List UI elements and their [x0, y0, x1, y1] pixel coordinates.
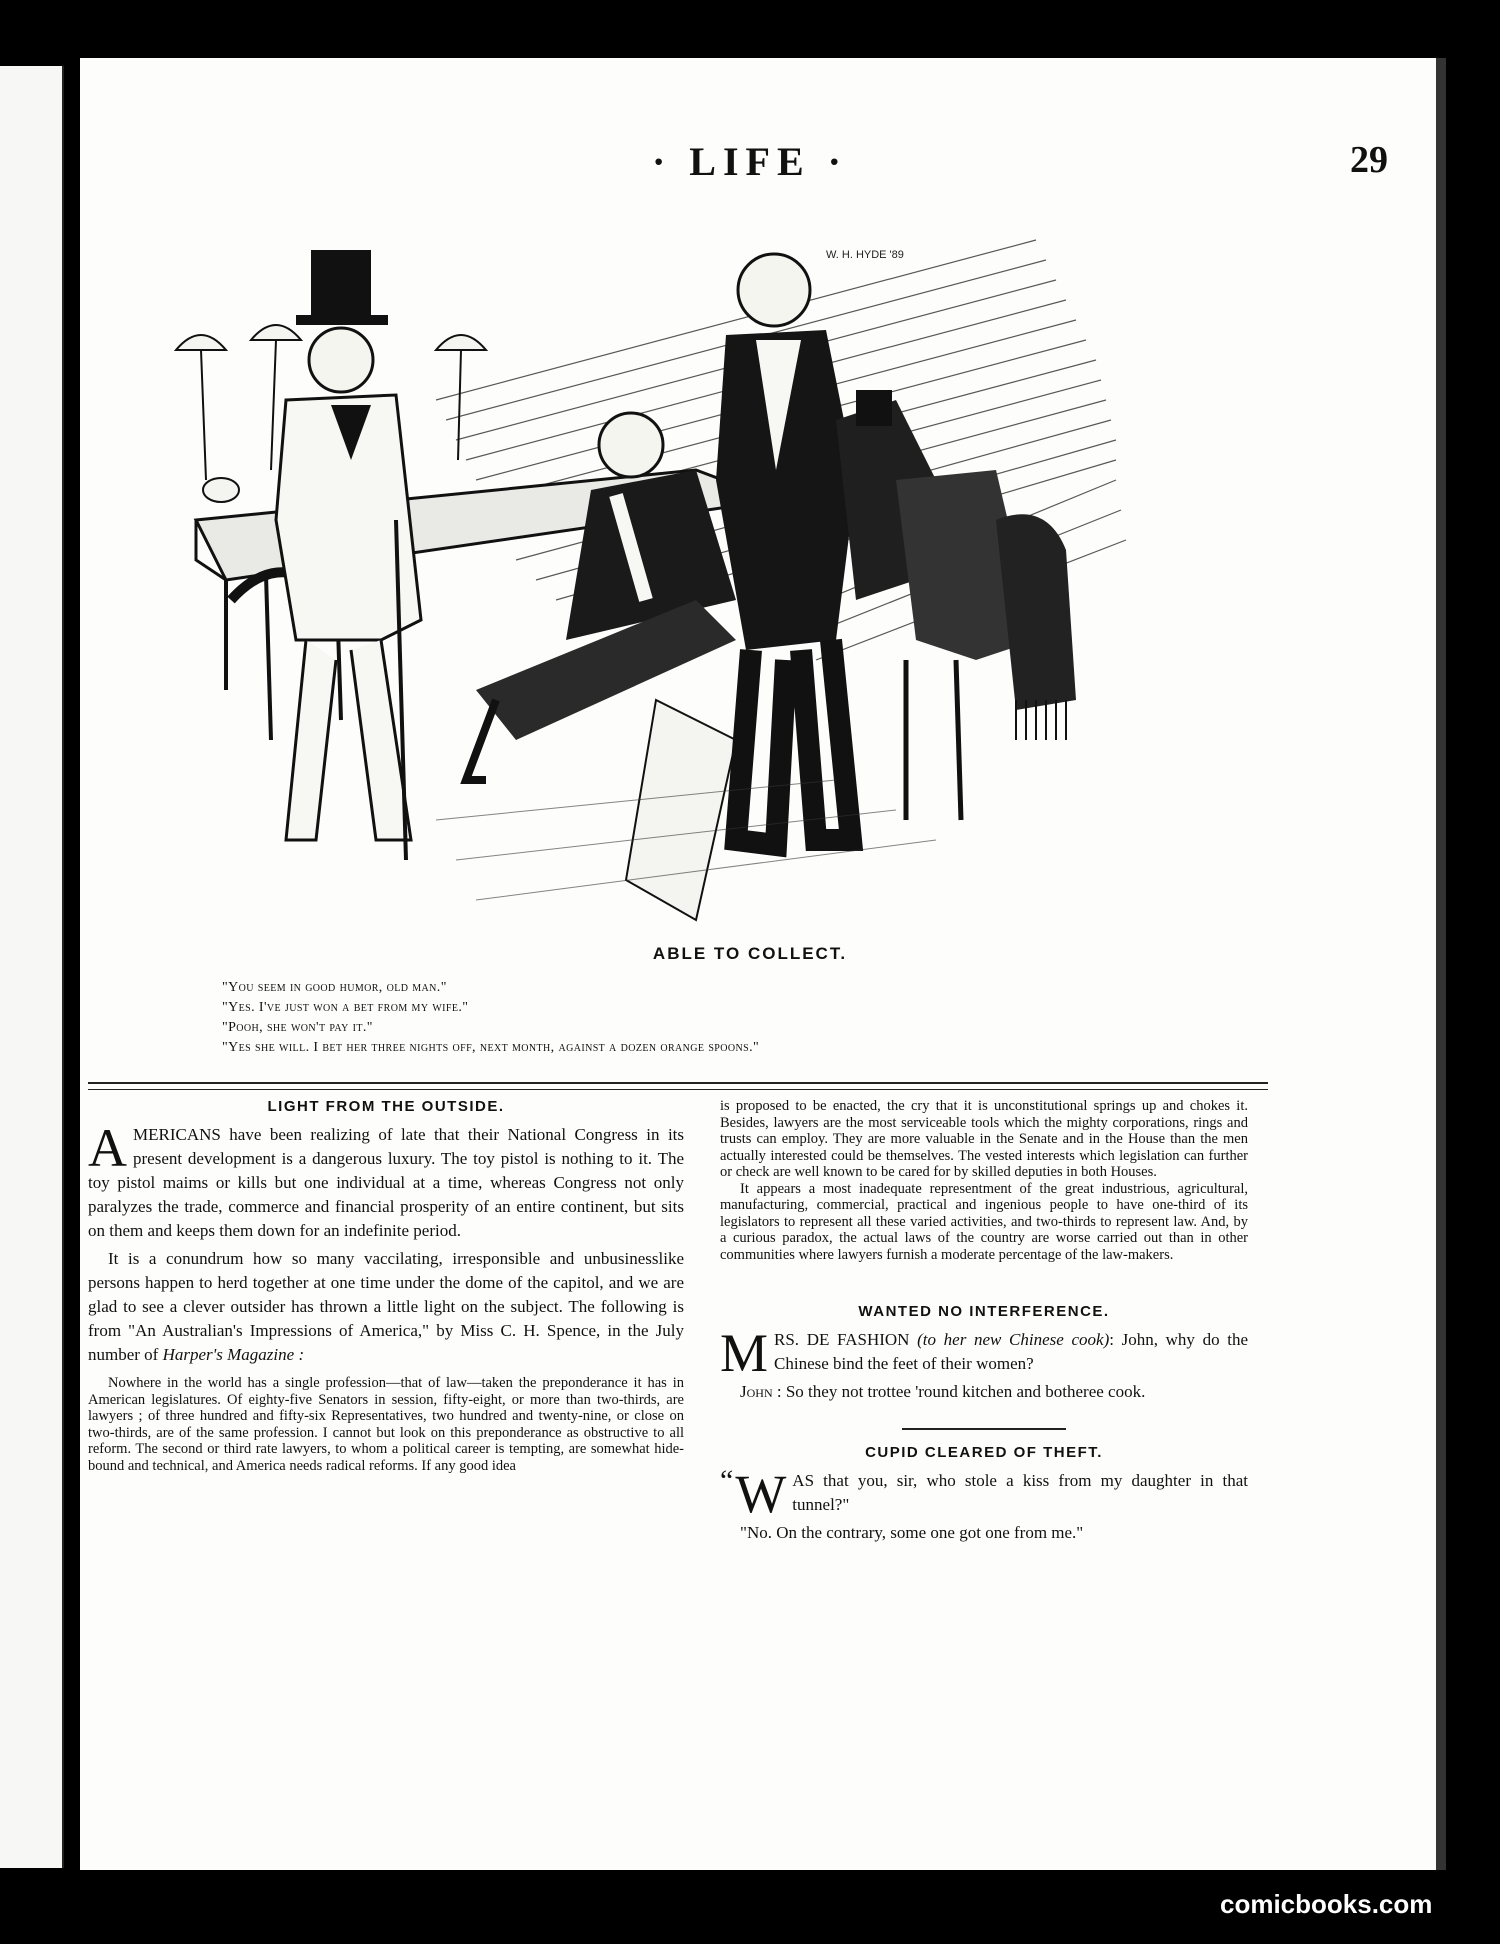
cartoon-caption: [222, 978, 759, 1058]
left-column: [88, 1098, 684, 1474]
magazine-name: Harper's Magazine :: [162, 1345, 305, 1364]
dialogue: MRS. DE FASHION (to her new Chinese cook): John, why do the Chinese bind the feet of their women?: [720, 1323, 1249, 1383]
page-number: 29: [1350, 139, 1388, 181]
dialogue: "No. On the contrary, some one got one from me.": [740, 1523, 1084, 1542]
drop-cap: W: [735, 1464, 787, 1524]
quoted-passage: is proposed to be enacted, the cry that it is unconstitutional springs up and chokes it. Besides, lawyers are the most serviceable tools which the mighty corporations, rings and trusts can employ. They are more valuable in the Senate and in the House than the men actually interested could be themselves. The vested interests which legislation can further or check are well known to be cared for by skilled deputies in both Houses.: [720, 1098, 1248, 1180]
caption-line: "Yes she will. I bet her three nights off, next month, against a dozen orange spoons.": [222, 1040, 760, 1055]
right-column: [720, 1098, 1248, 1545]
quoted-passage: It appears a most inadequate representment of the great industrious, agricultural, manufacturing, commercial, practical and ingenious people to have one-third of its legislators to represent all these varied activities, and two-thirds to represent law. And, by a curious paradox, the actual laws of the country are worse carried out than in other communities where lawyers furnish a moderate percentage of the law-makers.: [720, 1180, 1248, 1263]
drop-cap: M: [720, 1323, 769, 1383]
caption-line: "Pooh, she won't pay it.": [222, 1020, 373, 1035]
quoted-passage: Nowhere in the world has a single profession—that of law—taken the preponderance it has in American legislatures. Of eighty-five Senators in session, fifty-eight, or more than two-thirds, are lawyers ; of three hundred and fifty-six Representatives, two hundred and twenty-nine, or close on two-thirds, are of the same profession. I cannot but look on this preponderance as obstructive to all reform. The second or third rate lawyers, to whom a political career is tempting, are somewhat hide-bound and technical, and America needs radical reforms. If any good idea: [88, 1375, 684, 1474]
cartoon-drawing: [136, 220, 1182, 940]
article-paragraph: It is a conundrum how so many vaccilating, irresponsible and unbusinesslike persons happen to herd together at one time under the dome of the capitol, and we are glad to see a clever outsider has thrown a little light on the subject. The following is from "An Australian's Impressions of America," by Miss C. H. Spence, in the July number of Harper's Magazine :: [88, 1249, 684, 1364]
caption-line: "You seem in good humor, old man.": [222, 980, 447, 995]
open-quote-mark: “: [720, 1464, 734, 1497]
drop-cap: A: [88, 1118, 127, 1178]
short-divider: [902, 1428, 1066, 1430]
article-heading: CUPID CLEARED OF THEFT.: [865, 1444, 1103, 1461]
magazine-title: · LIFE ·: [651, 139, 849, 184]
facing-page-edge: [0, 66, 64, 1868]
cartoon-illustration: [136, 220, 1182, 940]
article-heading: LIGHT FROM THE OUTSIDE.: [267, 1098, 505, 1115]
site-watermark: comicbooks.com: [1220, 1889, 1433, 1919]
dialogue: John : So they not trottee 'round kitchen and botheree cook.: [740, 1382, 1146, 1401]
page-edge-shadow: [1436, 58, 1446, 1870]
caption-line: "Yes. I've just won a bet from my wife.": [222, 1000, 469, 1015]
article-paragraph: AMERICANS have been realizing of late that their National Congress in its present development is a dangerous luxury. The toy pistol is nothing to it. The toy pistol maims or kills but one individual at a time, whereas Congress not only paralyzes the trade, commerce and financial prosperity of an entire continent, but sits on them and keeps them down for an indefinite period.: [88, 1118, 684, 1240]
artist-signature: W. H. HYDE '89: [826, 249, 904, 261]
section-divider: [88, 1082, 1268, 1090]
dialogue: “ W AS that you, sir, who stole a kiss from my daughter in that tunnel?": [720, 1464, 1248, 1524]
article-heading: WANTED NO INTERFERENCE.: [858, 1303, 1110, 1320]
cartoon-title: ABLE TO COLLECT.: [652, 944, 848, 963]
